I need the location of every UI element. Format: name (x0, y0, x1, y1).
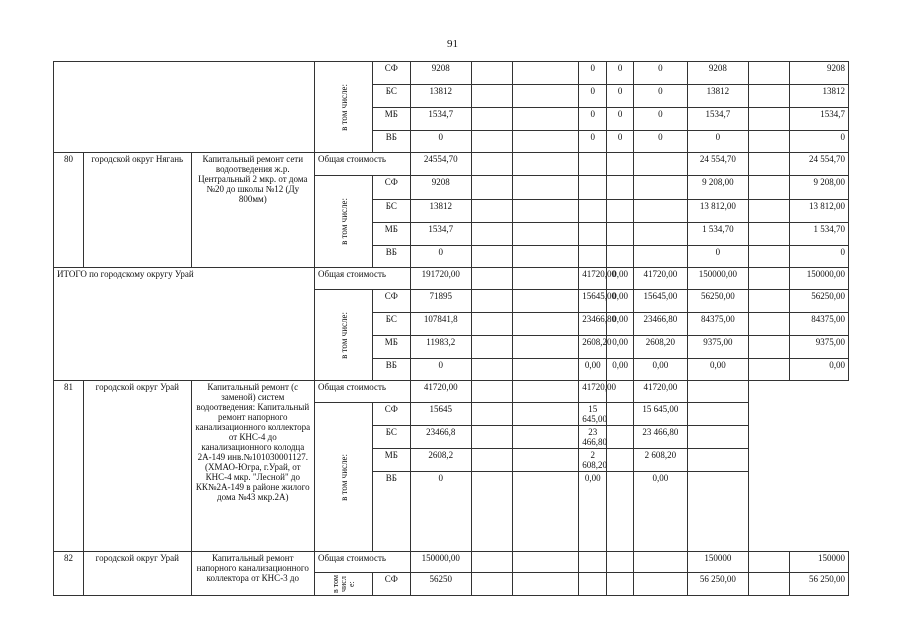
total-value: 9208 (410, 62, 471, 85)
value-cell: 56250,00 (687, 290, 748, 313)
fund-source-label: МБ (373, 336, 411, 359)
total-value: 13812 (410, 85, 471, 108)
value-cell: 41720,00 (579, 381, 607, 403)
total-value: 0 (410, 472, 471, 552)
total-cost-label: Общая стоимость (315, 381, 411, 403)
municipality: городской округ Урай (84, 381, 191, 552)
value-cell: 0 (789, 131, 848, 153)
fund-source-label: СФ (373, 62, 411, 85)
fund-source-label: СФ (373, 573, 411, 596)
value-cell: 13 812,00 (687, 200, 748, 223)
total-cost-label: Общая стоимость (315, 268, 411, 290)
value-cell: 84375,00 (789, 313, 848, 336)
value-cell: 0 (687, 131, 748, 153)
value-cell: 0 (607, 131, 634, 153)
total-value: 191720,00 (410, 268, 471, 290)
total-value: 0 (410, 131, 471, 153)
value-cell: 56 250,00 (687, 573, 748, 596)
municipality: городской округ Нягань (84, 153, 191, 268)
row-number: 80 (54, 153, 84, 268)
fund-source-label: СФ (373, 403, 411, 426)
empty-cell (54, 62, 315, 153)
value-cell: 9 208,00 (687, 176, 748, 200)
fund-source-label: БС (373, 313, 411, 336)
value-cell: 150000,00 (687, 268, 748, 290)
fund-source-label: СФ (373, 290, 411, 313)
fund-source-label: ВБ (373, 246, 411, 268)
fund-source-label: ВБ (373, 472, 411, 552)
value-cell: 0,00 (634, 472, 688, 552)
value-cell: 1534,7 (687, 108, 748, 131)
in-that-number-label: в том числе: (315, 62, 373, 153)
fund-source-label: БС (373, 85, 411, 108)
total-value: 13812 (410, 200, 471, 223)
value-cell: 23466,80 (634, 313, 688, 336)
value-cell: 2608,20 (634, 336, 688, 359)
value-cell: 23 466,80 (634, 426, 688, 449)
total-value: 9208 (410, 176, 471, 200)
value-cell: 41720,00 (634, 268, 688, 290)
fund-source-label: СФ (373, 176, 411, 200)
table-row (54, 268, 849, 290)
total-cost-label: Общая стоимость (315, 552, 411, 573)
in-that-number-label: в том числе: (315, 403, 373, 552)
value-cell: 0,00 (579, 472, 607, 552)
value-cell: 9208 (687, 62, 748, 85)
value-cell: 0 (579, 85, 607, 108)
value-cell: 0,00 (579, 359, 607, 381)
value-cell: 2 608,20 (579, 449, 607, 472)
fund-source-label: МБ (373, 223, 411, 246)
total-value: 150000,00 (410, 552, 471, 573)
value-cell: 0,00 (607, 359, 634, 381)
value-cell: 1 534,70 (789, 223, 848, 246)
row-number: 82 (54, 552, 84, 596)
page-number: 91 (447, 38, 458, 50)
total-value: 0 (410, 359, 471, 381)
value-cell: 0 (634, 85, 688, 108)
value-cell: 23466,80 (579, 313, 607, 336)
table-row (54, 62, 849, 85)
value-cell: 0 (607, 108, 634, 131)
funding-table (53, 61, 849, 596)
fund-source-label: МБ (373, 449, 411, 472)
table-row (54, 153, 849, 176)
total-value: 107841,8 (410, 313, 471, 336)
value-cell: 15 645,00 (634, 403, 688, 426)
value-cell: 0,00 (687, 359, 748, 381)
in-that-number-label: в том числе: (315, 290, 373, 381)
value-cell: 41720,00 (634, 381, 688, 403)
total-value: 23466,8 (410, 426, 471, 449)
fund-source-label: БС (373, 426, 411, 449)
value-cell: 9375,00 (687, 336, 748, 359)
value-cell: 1 534,70 (687, 223, 748, 246)
total-value: 1534,7 (410, 223, 471, 246)
total-value: 1534,7 (410, 108, 471, 131)
value-cell: 84375,00 (687, 313, 748, 336)
fund-source-label: ВБ (373, 359, 411, 381)
total-value: 11983,2 (410, 336, 471, 359)
value-cell: 0,00 (789, 359, 848, 381)
total-cost-label: Общая стоимость (315, 153, 411, 176)
total-label: ИТОГО по городскому округу Урай (54, 268, 315, 381)
value-cell: 0 (634, 62, 688, 85)
value-cell: 0 (789, 246, 848, 268)
value-cell: 1534,7 (789, 108, 848, 131)
value-cell: 0,00 (607, 313, 634, 336)
row-number: 81 (54, 381, 84, 552)
municipality: городской округ Урай (84, 552, 191, 596)
value-cell: 0,00 (607, 290, 634, 313)
value-cell: 0 (607, 85, 634, 108)
value-cell: 150000 (687, 552, 748, 573)
value-cell: 56250,00 (789, 290, 848, 313)
total-value: 2608,2 (410, 449, 471, 472)
value-cell: 0 (579, 62, 607, 85)
fund-source-label: МБ (373, 108, 411, 131)
value-cell: 0 (607, 62, 634, 85)
value-cell: 2 608,20 (634, 449, 688, 472)
value-cell: 13812 (789, 85, 848, 108)
value-cell: 0,00 (607, 336, 634, 359)
total-value: 15645 (410, 403, 471, 426)
value-cell: 0,00 (607, 268, 634, 290)
total-value: 56250 (410, 573, 471, 596)
value-cell: 24 554,70 (789, 153, 848, 176)
value-cell: 15 645,00 (579, 403, 607, 426)
table-row (54, 552, 849, 573)
value-cell: 15645,00 (579, 290, 607, 313)
value-cell: 13812 (687, 85, 748, 108)
total-value: 24554,70 (410, 153, 471, 176)
value-cell: 56 250,00 (789, 573, 848, 596)
table-row (54, 381, 849, 403)
value-cell: 24 554,70 (687, 153, 748, 176)
value-cell: 0 (634, 131, 688, 153)
object-description: Капитальный ремонт напорного канализационного коллектора от КНС-3 до (191, 552, 315, 596)
value-cell: 150000 (789, 552, 848, 573)
fund-source-label: ВБ (373, 131, 411, 153)
value-cell: 13 812,00 (789, 200, 848, 223)
total-value: 41720,00 (410, 381, 471, 403)
in-that-number-label: в том числе: (315, 176, 373, 268)
value-cell: 23 466,80 (579, 426, 607, 449)
in-that-number-label: в том числ е: (315, 573, 373, 596)
value-cell: 0 (634, 108, 688, 131)
object-description: Капитальный ремонт (с заменой) систем водоотведения: Капитальный ремонт напорного канализационного коллектора от КНС-4 до канализационного колодца 2А-149 инв.№101030001127. (ХМАО-Югра, г.Урай, от КНС-4 мкр. "Лесной" до КК№2А-149 в районе жилого дома №43 мкр.2А) (191, 381, 315, 552)
value-cell: 0 (579, 131, 607, 153)
object-description: Капитальный ремонт сети водоотведения ж.р. Центральный 2 мкр. от дома №20 до школы №12 (Ду 800мм) (191, 153, 315, 268)
value-cell: 9 208,00 (789, 176, 848, 200)
value-cell: 0 (579, 108, 607, 131)
total-value: 0 (410, 246, 471, 268)
value-cell: 2608,20 (579, 336, 607, 359)
value-cell: 9208 (789, 62, 848, 85)
value-cell: 15645,00 (634, 290, 688, 313)
value-cell: 0,00 (634, 359, 688, 381)
value-cell: 150000,00 (789, 268, 848, 290)
total-value: 71895 (410, 290, 471, 313)
fund-source-label: БС (373, 200, 411, 223)
value-cell: 41720,00 (579, 268, 607, 290)
value-cell: 9375,00 (789, 336, 848, 359)
value-cell: 0 (687, 246, 748, 268)
